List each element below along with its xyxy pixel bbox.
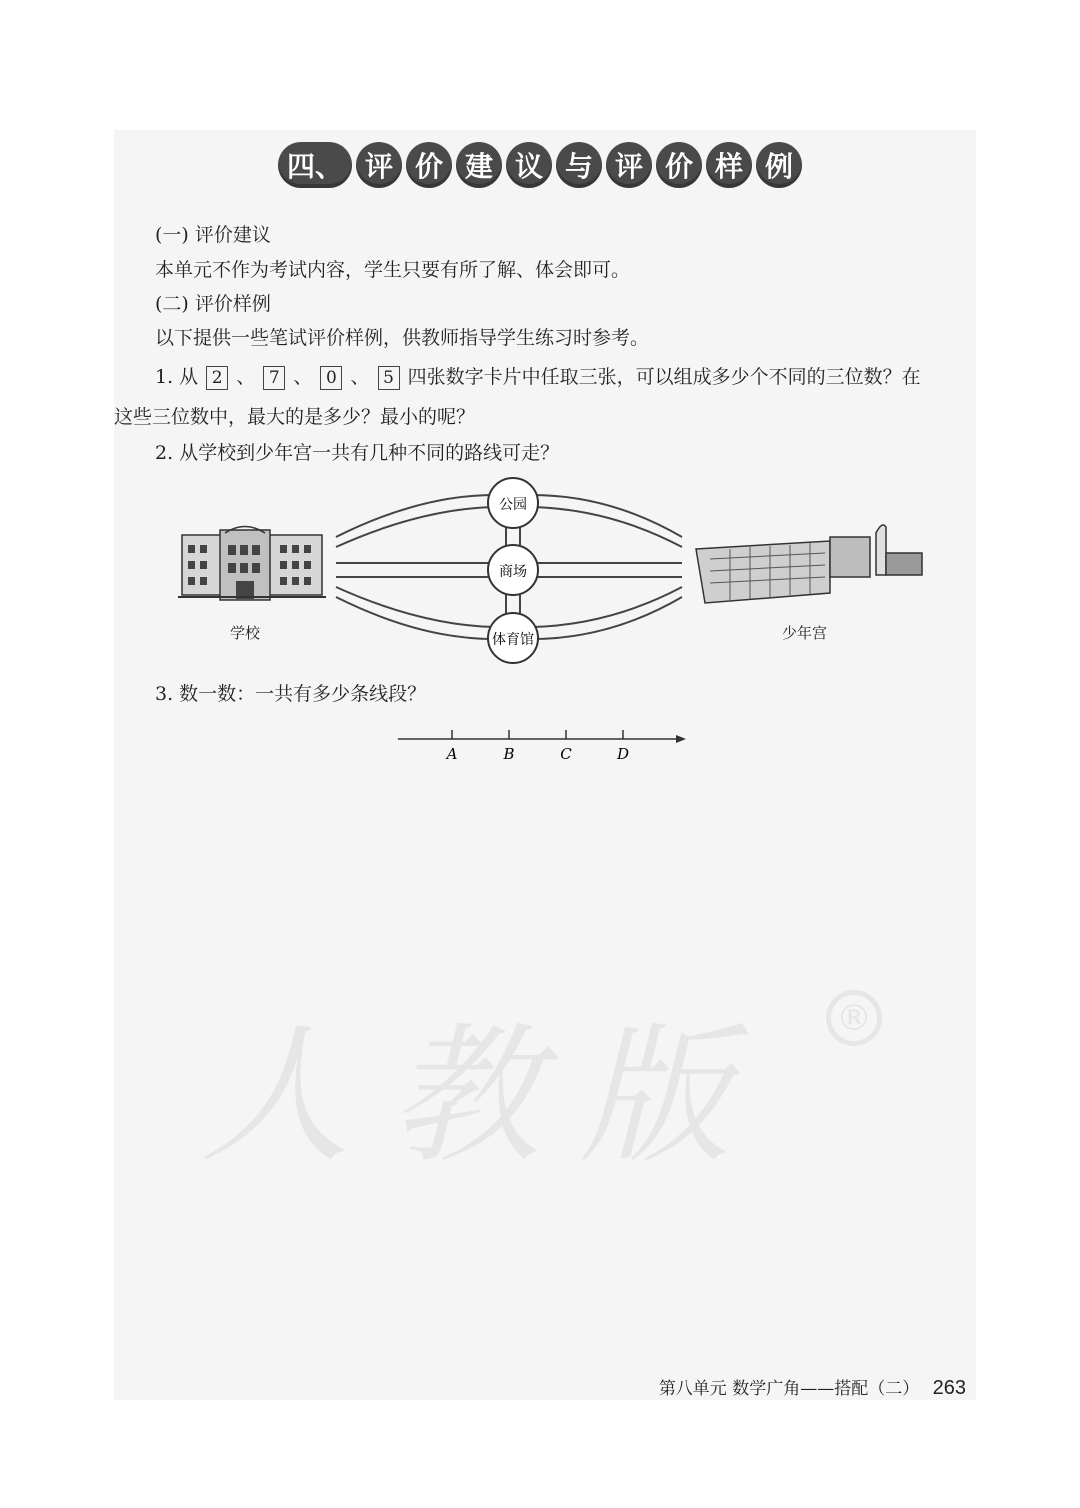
digit-card: 0 (320, 366, 342, 390)
point-label: D (616, 745, 630, 763)
page-footer (659, 1374, 966, 1400)
section2-heading: (二) 评价样例 (155, 293, 271, 315)
node-mall (488, 545, 538, 595)
place-label: 商场 (499, 564, 527, 580)
title-char: 四、 (278, 142, 352, 188)
title-char: 价 (406, 142, 452, 188)
title-char: 与 (556, 142, 602, 188)
digit-card: 2 (206, 366, 228, 390)
separator: 、 (350, 366, 370, 388)
question-1 (155, 364, 921, 390)
page-title (0, 142, 1080, 188)
question-2: 2. 从学校到少年宫一共有几种不同的路线可走？ (155, 442, 560, 464)
title-char: 样 (706, 142, 752, 188)
school-label: 学校 (230, 624, 261, 642)
registered-mark: ® (826, 990, 882, 1046)
place-label: 公园 (499, 497, 527, 513)
title-char: 价 (656, 142, 702, 188)
question-3: 3. 数一数：一共有多少条线段？ (155, 683, 427, 705)
section2-body: 以下提供一些笔试评价样例，供教师指导学生练习时参考。 (155, 327, 650, 349)
youth-palace-building (696, 525, 922, 603)
title-char: 例 (756, 142, 802, 188)
title-char: 建 (456, 142, 502, 188)
school-building (178, 527, 326, 601)
digit-card: 7 (263, 366, 285, 390)
separator: 、 (236, 366, 256, 388)
arrow-head (676, 735, 686, 743)
watermark: 人教版 (200, 1010, 771, 1184)
point-label: C (560, 745, 572, 763)
page-number: 263 (932, 1377, 966, 1399)
separator: 、 (293, 366, 313, 388)
point-label: B (503, 745, 515, 763)
question-1-line2: 这些三位数中，最大的是多少？最小的呢？ (114, 406, 476, 428)
section1-body: 本单元不作为考试内容，学生只要有所了解、体会即可。 (155, 259, 631, 281)
place-label: 体育馆 (492, 632, 534, 648)
q1-suffix: 四张数字卡片中任取三张，可以组成多少个不同的三位数？在 (407, 366, 921, 388)
node-gym (488, 613, 538, 663)
chapter-title: 第八单元 数学广角——搭配（二） (658, 1379, 920, 1399)
section1-heading: (一) 评价建议 (155, 224, 271, 246)
title-char: 评 (356, 142, 402, 188)
palace-label: 少年宫 (782, 624, 828, 642)
node-park (488, 478, 538, 528)
q1-prefix: 1. 从 (155, 366, 199, 388)
title-char: 评 (606, 142, 652, 188)
title-char: 议 (506, 142, 552, 188)
route-diagram (170, 475, 940, 675)
segment-diagram (390, 722, 690, 766)
point-label: A (446, 745, 458, 763)
digit-card: 5 (378, 366, 400, 390)
